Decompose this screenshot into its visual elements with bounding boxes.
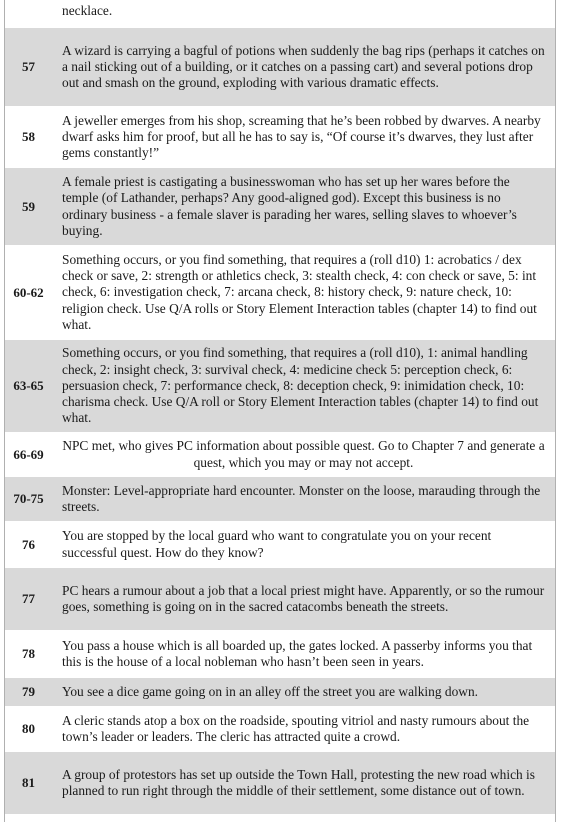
table-row: [5, 168, 555, 245]
event-text: You are stopped by the local guard who want to congratulate you on your recent successful quest. How do they know?: [62, 528, 492, 560]
table-row: [5, 678, 555, 706]
table-row: [5, 106, 555, 168]
roll-number: 79: [22, 684, 35, 699]
roll-number: 76: [22, 536, 35, 552]
roll-number: 78: [22, 646, 35, 661]
table-row: [5, 630, 555, 678]
roll-number: 57: [22, 59, 35, 74]
event-text: A group of protestors has set up outside the Town Hall, protesting the new road which is planned to run right through the middle of their settlement, some distance out of town.: [62, 766, 535, 798]
table-row: [5, 245, 555, 340]
event-text: A wizard is carrying a bagful of potions when suddenly the bag rips (perhaps it catches on a nail sticking out of a building, or it catches on a passing cart) and several potions drop out and smash on the ground, exploding with various dramatic effects.: [62, 42, 545, 91]
event-text: You see a dice game going on in an alley off the street you are walking down.: [62, 683, 478, 699]
roll-number: 59: [22, 198, 35, 214]
event-text: PC hears a rumour about a job that a local priest might have. Apparently, or so the rumour goes, something is going on in the sacred catacombs beneath the streets.: [62, 582, 545, 614]
roll-number: 58: [22, 129, 35, 144]
event-text: Something occurs, or you find something, that requires a (roll d10), 1: animal handling check, 2: insight check, 3: survival check, 4: medicine check 5: perception check, 6: persuasion check, 7: performance check, 8: deception check, 9: inimidation check, 10: charisma check. Use Q/A roll or Story Element Interaction tables (chapter 14) to find out what.: [62, 345, 539, 426]
event-text: A cleric stands atop a box on the roadside, spouting vitriol and nasty rumours about the town’s leader or leaders. The cleric has attracted quite a crowd.: [62, 712, 530, 744]
continuation-text: necklace.: [62, 3, 113, 18]
table-row: [5, 432, 555, 477]
event-text: A female priest is castigating a businesswoman who has set up her wares before the temple (of Lathander, perhaps? Any good-aligned god). Except this business is no ordinary business - a female slaver is parading her wares, selling slaves to whoever’s buying.: [62, 174, 517, 238]
roll-number: 77: [22, 591, 35, 606]
roll-number: 66-69: [13, 446, 44, 462]
event-text: Something occurs, or you find something, that requires a (roll d10) 1: acrobatics / dex check or save, 2: strength or athletics check, 3: stealth check, 4: con check or save, 5: int check, 6: investigation check, 7: arcana check, 8: history check, 9: nature check, 10: religion check. Use Q/A rolls or Story Element Interaction tables (chapter 14) to find out what.: [62, 251, 537, 332]
table-row: [5, 521, 555, 568]
table-row: [5, 752, 555, 814]
roll-number: 70-75: [13, 491, 44, 506]
event-text: A jeweller emerges from his shop, screaming that he’s been robbed by dwarves. A nearby dwarf asks him for proof, but all he has to say is, “Of course it’s dwarves, they lust after gems constantly!”: [62, 112, 541, 161]
event-text: NPC met, who gives PC information about possible quest. Go to Chapter 7 and generate a quest, which you may or may not accept.: [62, 438, 545, 470]
roll-number: 63-65: [13, 378, 44, 393]
roll-number: 81: [22, 775, 35, 790]
event-text: You pass a house which is all boarded up, the gates locked. A passerby informs you that this is the house of a local nobleman who hasn’t been seen in years.: [62, 637, 533, 669]
table-row: [5, 568, 555, 630]
roll-number: 80: [22, 721, 35, 736]
table-row: [5, 340, 555, 432]
roll-number: 60-62: [13, 284, 44, 300]
event-text: Monster: Level-appropriate hard encounter. Monster on the loose, marauding through the streets.: [62, 482, 541, 514]
table-row: [5, 28, 555, 106]
table-row: [5, 706, 555, 752]
table-row: [5, 477, 555, 521]
